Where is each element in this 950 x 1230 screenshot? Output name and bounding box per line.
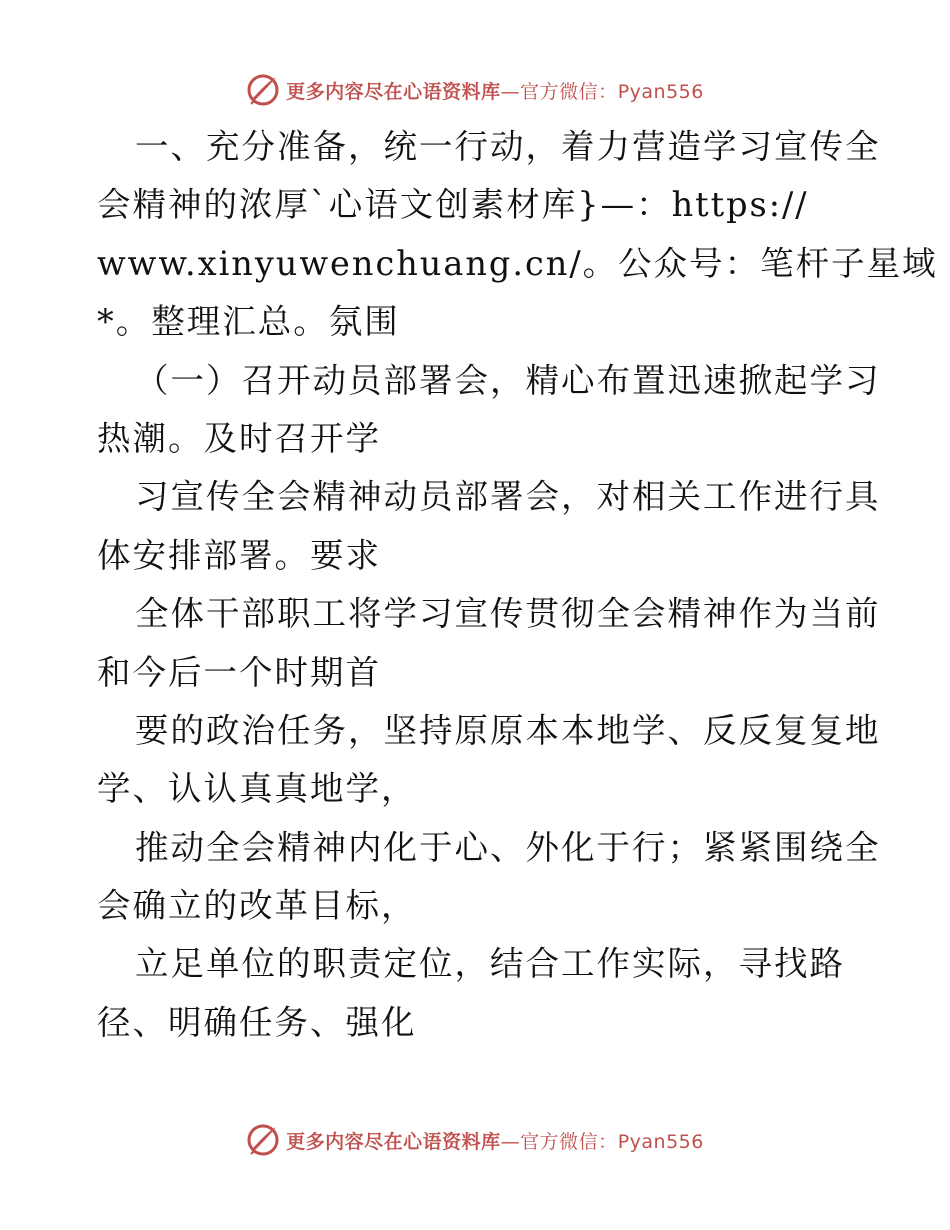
text-line: 推动全会精神内化于心、外化于行；紧紧围绕全	[135, 827, 881, 867]
text-line: 学、认认真真地学，	[97, 769, 417, 809]
text-line: www.xinyuwenchuang.cn/。公众号：笔杆子星域	[97, 243, 938, 283]
text-line: 习宣传全会精神动员部署会，对相关工作进行具	[135, 477, 881, 517]
text-line: （一）召开动员部署会，精心布置迅速掀起学习	[135, 360, 881, 400]
text-line: 要的政治任务，坚持原原本本地学、反反复复地	[135, 710, 881, 750]
watermark-account: Pyan556	[617, 80, 704, 103]
text-line: 和今后一个时期首	[97, 652, 381, 692]
watermark-account: Pyan556	[617, 1130, 704, 1153]
text-line: 一、充分准备，统一行动，着力营造学习宣传全	[135, 127, 881, 166]
quill-logo-icon	[246, 73, 280, 107]
text-line: 立足单位的职责定位，结合工作实际，寻找路	[135, 944, 845, 984]
quill-logo-icon	[246, 1123, 280, 1157]
watermark-dash: —	[500, 1130, 521, 1153]
text-line: 会精神的浓厚`心语文创素材库}—：https://	[97, 185, 809, 225]
text-line: 体安排部署。要求	[97, 535, 381, 575]
text-line: *。整理汇总。氛围	[97, 302, 400, 342]
header-watermark	[0, 70, 950, 110]
watermark-sub: 官方微信：	[520, 1130, 618, 1153]
text-line: 会确立的改革目标，	[97, 886, 417, 926]
watermark-main: 更多内容尽在心语资料库	[286, 1130, 501, 1153]
footer-watermark	[0, 1120, 950, 1160]
document-body	[97, 118, 938, 1052]
watermark-dash: —	[500, 80, 521, 103]
watermark-text	[286, 77, 704, 104]
text-line: 全体干部职工将学习宣传贯彻全会精神作为当前	[135, 594, 881, 634]
watermark-main: 更多内容尽在心语资料库	[286, 80, 501, 103]
text-line: 径、明确任务、强化	[97, 1002, 417, 1042]
text-line: 热潮。及时召开学	[97, 418, 381, 458]
watermark-sub: 官方微信：	[520, 80, 618, 103]
watermark-text	[286, 1127, 704, 1154]
